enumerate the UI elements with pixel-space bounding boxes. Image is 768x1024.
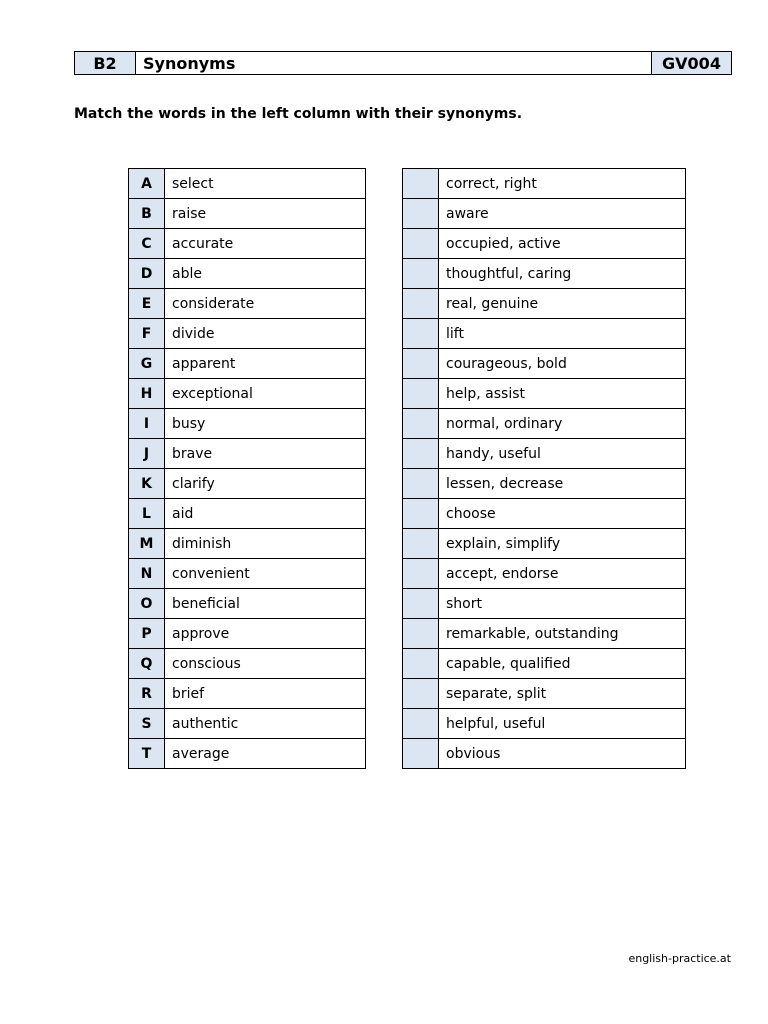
synonym-text: helpful, useful — [439, 709, 686, 739]
word-row — [129, 229, 366, 259]
word-row — [129, 289, 366, 319]
word-text: busy — [165, 409, 366, 439]
word-letter: M — [129, 529, 165, 559]
word-letter: G — [129, 349, 165, 379]
synonym-row — [403, 679, 686, 709]
synonym-row — [403, 439, 686, 469]
synonym-text: correct, right — [439, 169, 686, 199]
word-text: beneficial — [165, 589, 366, 619]
word-row — [129, 259, 366, 289]
word-row — [129, 739, 366, 769]
word-letter: H — [129, 379, 165, 409]
answer-box[interactable] — [403, 649, 439, 679]
answer-box[interactable] — [403, 199, 439, 229]
answer-box[interactable] — [403, 439, 439, 469]
word-letter: S — [129, 709, 165, 739]
word-row — [129, 589, 366, 619]
word-row — [129, 499, 366, 529]
word-row — [129, 319, 366, 349]
synonym-row — [403, 289, 686, 319]
answer-box[interactable] — [403, 319, 439, 349]
synonym-text: accept, endorse — [439, 559, 686, 589]
word-letter: A — [129, 169, 165, 199]
synonym-row — [403, 469, 686, 499]
word-text: brave — [165, 439, 366, 469]
answer-box[interactable] — [403, 679, 439, 709]
answer-box[interactable] — [403, 229, 439, 259]
words-table — [128, 168, 366, 769]
word-row — [129, 349, 366, 379]
answer-box[interactable] — [403, 169, 439, 199]
word-text: exceptional — [165, 379, 366, 409]
synonym-text: normal, ordinary — [439, 409, 686, 439]
word-row — [129, 409, 366, 439]
word-text: divide — [165, 319, 366, 349]
synonym-row — [403, 499, 686, 529]
word-text: able — [165, 259, 366, 289]
answer-box[interactable] — [403, 619, 439, 649]
word-row — [129, 379, 366, 409]
word-row — [129, 439, 366, 469]
worksheet-header — [74, 51, 732, 75]
instructions: Match the words in the left column with their synonyms. — [74, 106, 523, 122]
answer-box[interactable] — [403, 559, 439, 589]
synonym-row — [403, 589, 686, 619]
word-letter: N — [129, 559, 165, 589]
word-letter: P — [129, 619, 165, 649]
word-text: select — [165, 169, 366, 199]
answer-box[interactable] — [403, 349, 439, 379]
synonyms-table — [402, 168, 686, 769]
synonym-row — [403, 199, 686, 229]
word-row — [129, 649, 366, 679]
word-text: accurate — [165, 229, 366, 259]
synonym-text: explain, simplify — [439, 529, 686, 559]
synonym-text: lessen, decrease — [439, 469, 686, 499]
word-text: clarify — [165, 469, 366, 499]
word-letter: O — [129, 589, 165, 619]
word-text: apparent — [165, 349, 366, 379]
worksheet-code: GV004 — [651, 52, 731, 74]
level-badge: B2 — [75, 52, 136, 74]
word-text: authentic — [165, 709, 366, 739]
word-letter: J — [129, 439, 165, 469]
synonym-row — [403, 409, 686, 439]
word-row — [129, 619, 366, 649]
synonym-row — [403, 379, 686, 409]
answer-box[interactable] — [403, 469, 439, 499]
word-letter: B — [129, 199, 165, 229]
answer-box[interactable] — [403, 379, 439, 409]
answer-box[interactable] — [403, 259, 439, 289]
word-text: conscious — [165, 649, 366, 679]
synonym-text: handy, useful — [439, 439, 686, 469]
word-letter: T — [129, 739, 165, 769]
word-row — [129, 199, 366, 229]
synonym-text: thoughtful, caring — [439, 259, 686, 289]
synonym-text: separate, split — [439, 679, 686, 709]
synonym-text: capable, qualified — [439, 649, 686, 679]
word-row — [129, 529, 366, 559]
word-text: brief — [165, 679, 366, 709]
word-letter: K — [129, 469, 165, 499]
synonym-row — [403, 349, 686, 379]
word-letter: L — [129, 499, 165, 529]
word-text: diminish — [165, 529, 366, 559]
synonym-text: short — [439, 589, 686, 619]
word-letter: Q — [129, 649, 165, 679]
answer-box[interactable] — [403, 739, 439, 769]
worksheet-title: Synonyms — [143, 53, 236, 73]
word-text: aid — [165, 499, 366, 529]
answer-box[interactable] — [403, 499, 439, 529]
word-letter: E — [129, 289, 165, 319]
answer-box[interactable] — [403, 589, 439, 619]
word-row — [129, 169, 366, 199]
answer-box[interactable] — [403, 709, 439, 739]
synonym-text: lift — [439, 319, 686, 349]
synonym-row — [403, 649, 686, 679]
synonym-row — [403, 529, 686, 559]
word-text: approve — [165, 619, 366, 649]
word-text: raise — [165, 199, 366, 229]
synonym-text: real, genuine — [439, 289, 686, 319]
synonym-row — [403, 559, 686, 589]
synonym-text: obvious — [439, 739, 686, 769]
synonym-row — [403, 739, 686, 769]
synonym-text: help, assist — [439, 379, 686, 409]
word-letter: D — [129, 259, 165, 289]
synonym-text: occupied, active — [439, 229, 686, 259]
word-letter: I — [129, 409, 165, 439]
footer-source: english-practice.at — [628, 952, 731, 965]
word-letter: F — [129, 319, 165, 349]
synonym-row — [403, 169, 686, 199]
word-letter: C — [129, 229, 165, 259]
synonym-text: choose — [439, 499, 686, 529]
word-text: considerate — [165, 289, 366, 319]
synonym-text: aware — [439, 199, 686, 229]
synonym-row — [403, 259, 686, 289]
synonym-row — [403, 619, 686, 649]
synonym-text: courageous, bold — [439, 349, 686, 379]
word-row — [129, 709, 366, 739]
synonym-row — [403, 319, 686, 349]
synonym-text: remarkable, outstanding — [439, 619, 686, 649]
synonym-row — [403, 229, 686, 259]
answer-box[interactable] — [403, 529, 439, 559]
answer-box[interactable] — [403, 409, 439, 439]
word-row — [129, 469, 366, 499]
word-row — [129, 559, 366, 589]
word-text: convenient — [165, 559, 366, 589]
word-text: average — [165, 739, 366, 769]
synonym-row — [403, 709, 686, 739]
answer-box[interactable] — [403, 289, 439, 319]
word-row — [129, 679, 366, 709]
word-letter: R — [129, 679, 165, 709]
